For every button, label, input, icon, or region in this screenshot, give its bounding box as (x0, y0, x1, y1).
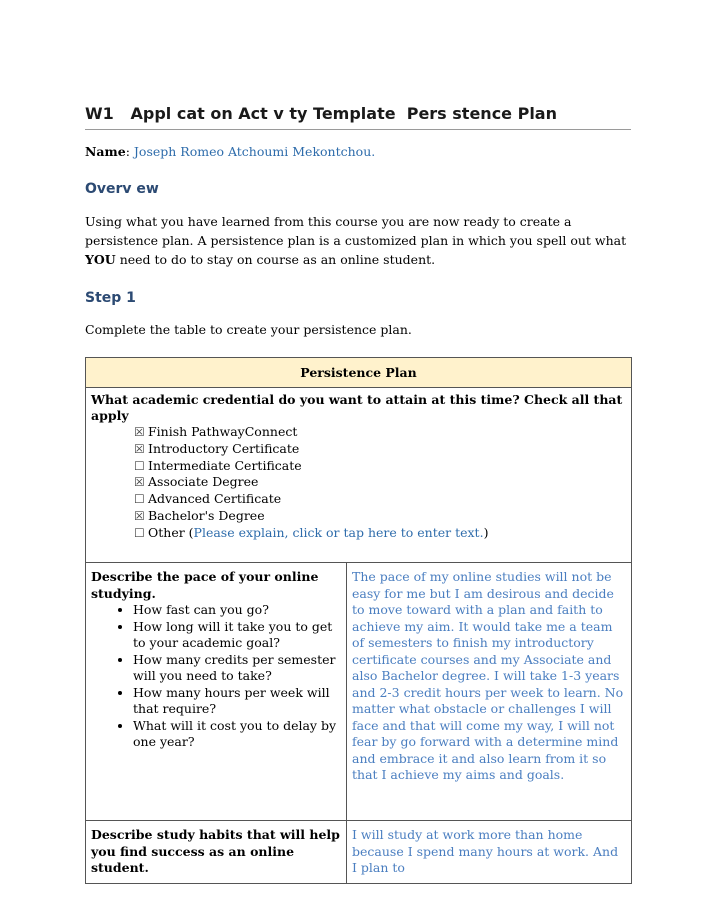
pace-bullet: • How long will it take you to get to your academic goal? (133, 619, 341, 652)
overview-text-part2: need to do to stay on course as an online student. (115, 252, 436, 267)
pace-bullet: • How fast can you go? (133, 602, 341, 619)
credential-question: What academic credential do you want to attain at this time? Check all that apply (91, 392, 623, 423)
credential-item[interactable] (134, 424, 626, 441)
credential-label: Associate Degree (148, 474, 259, 490)
credential-item[interactable] (134, 441, 626, 458)
name-line (85, 144, 375, 159)
pace-bullet: • How many hours per week will that require? (133, 685, 341, 718)
checkbox[interactable]: ☒ (134, 425, 145, 439)
document-title: W1 Appl cat on Act v ty Template Pers stence Plan (85, 104, 631, 130)
study-question: Describe study habits that will help you find success as an online student. (91, 827, 340, 875)
overview-heading: Overv ew (85, 181, 159, 197)
study-question-cell (86, 821, 347, 884)
overview-paragraph (85, 212, 631, 269)
credential-label: Finish PathwayConnect (148, 424, 298, 439)
credential-label: Introductory Certificate (148, 440, 300, 456)
checkbox[interactable]: ☐ (134, 492, 145, 507)
pace-bullets (91, 602, 341, 751)
pace-question-cell (86, 563, 347, 821)
checkbox[interactable]: ☒ (134, 441, 145, 456)
name-value[interactable]: Joseph Romeo Atchoumi Mekontchou. (133, 144, 376, 159)
credential-item[interactable] (134, 491, 626, 508)
credential-item[interactable] (134, 508, 626, 525)
overview-text-part1: Using what you have learned from this course you are now ready to create a persistence plan. A persistence plan is a customized plan in which you spell out what (85, 214, 627, 248)
pace-bullet: • How many credits per semester will you need to take? (133, 652, 341, 685)
credential-label: Intermediate Certificate (148, 457, 302, 473)
overview-text-you: YOU (85, 252, 116, 267)
pace-answer[interactable]: The pace of my online studies will not be easy for me but I am desirous and decide to move toward with a plan and faith to achieve my aim. It would take me a team of semesters to finish my introductory certificate courses and my Associate and also Bachelor degree. I will take 1-3 years and 2-3 credit hours per week to learn. No matter what obstacle or challenges I will face and that will come my way, I will not fear by go forward with a determine mind and embrace it and also learn from it so that I achieve my aims and goals. (347, 563, 632, 821)
checkbox[interactable]: ☒ (134, 508, 145, 523)
persistence-plan-table (85, 357, 632, 884)
name-label: Name (85, 144, 126, 159)
pace-bullet: • What will it cost you to delay by one year? (133, 718, 341, 751)
credential-cell (86, 388, 632, 563)
credential-item[interactable] (134, 458, 626, 475)
credential-item[interactable] (134, 474, 626, 491)
other-placeholder[interactable]: Please explain, click or tap here to enter text. (193, 524, 484, 540)
plan-header: Persistence Plan (86, 358, 632, 388)
study-answer[interactable]: I will study at work more than home because I spend many hours at work. And I plan to (347, 821, 632, 884)
checkbox[interactable]: ☐ (134, 525, 145, 540)
name-separator: : (125, 144, 134, 159)
credential-list (91, 424, 626, 542)
other-close: ) (483, 524, 489, 540)
credential-item-other[interactable] (134, 525, 626, 542)
credential-label: Advanced Certificate (148, 491, 282, 507)
checkbox[interactable]: ☐ (134, 458, 145, 473)
other-label: Other ( (148, 524, 194, 540)
step-heading: Step 1 (85, 290, 136, 306)
credential-label: Bachelor's Degree (148, 507, 265, 523)
step-paragraph: Complete the table to create your persistence plan. (85, 322, 412, 337)
pace-question: Describe the pace of your online studying. (91, 569, 319, 601)
checkbox[interactable]: ☒ (134, 475, 145, 490)
